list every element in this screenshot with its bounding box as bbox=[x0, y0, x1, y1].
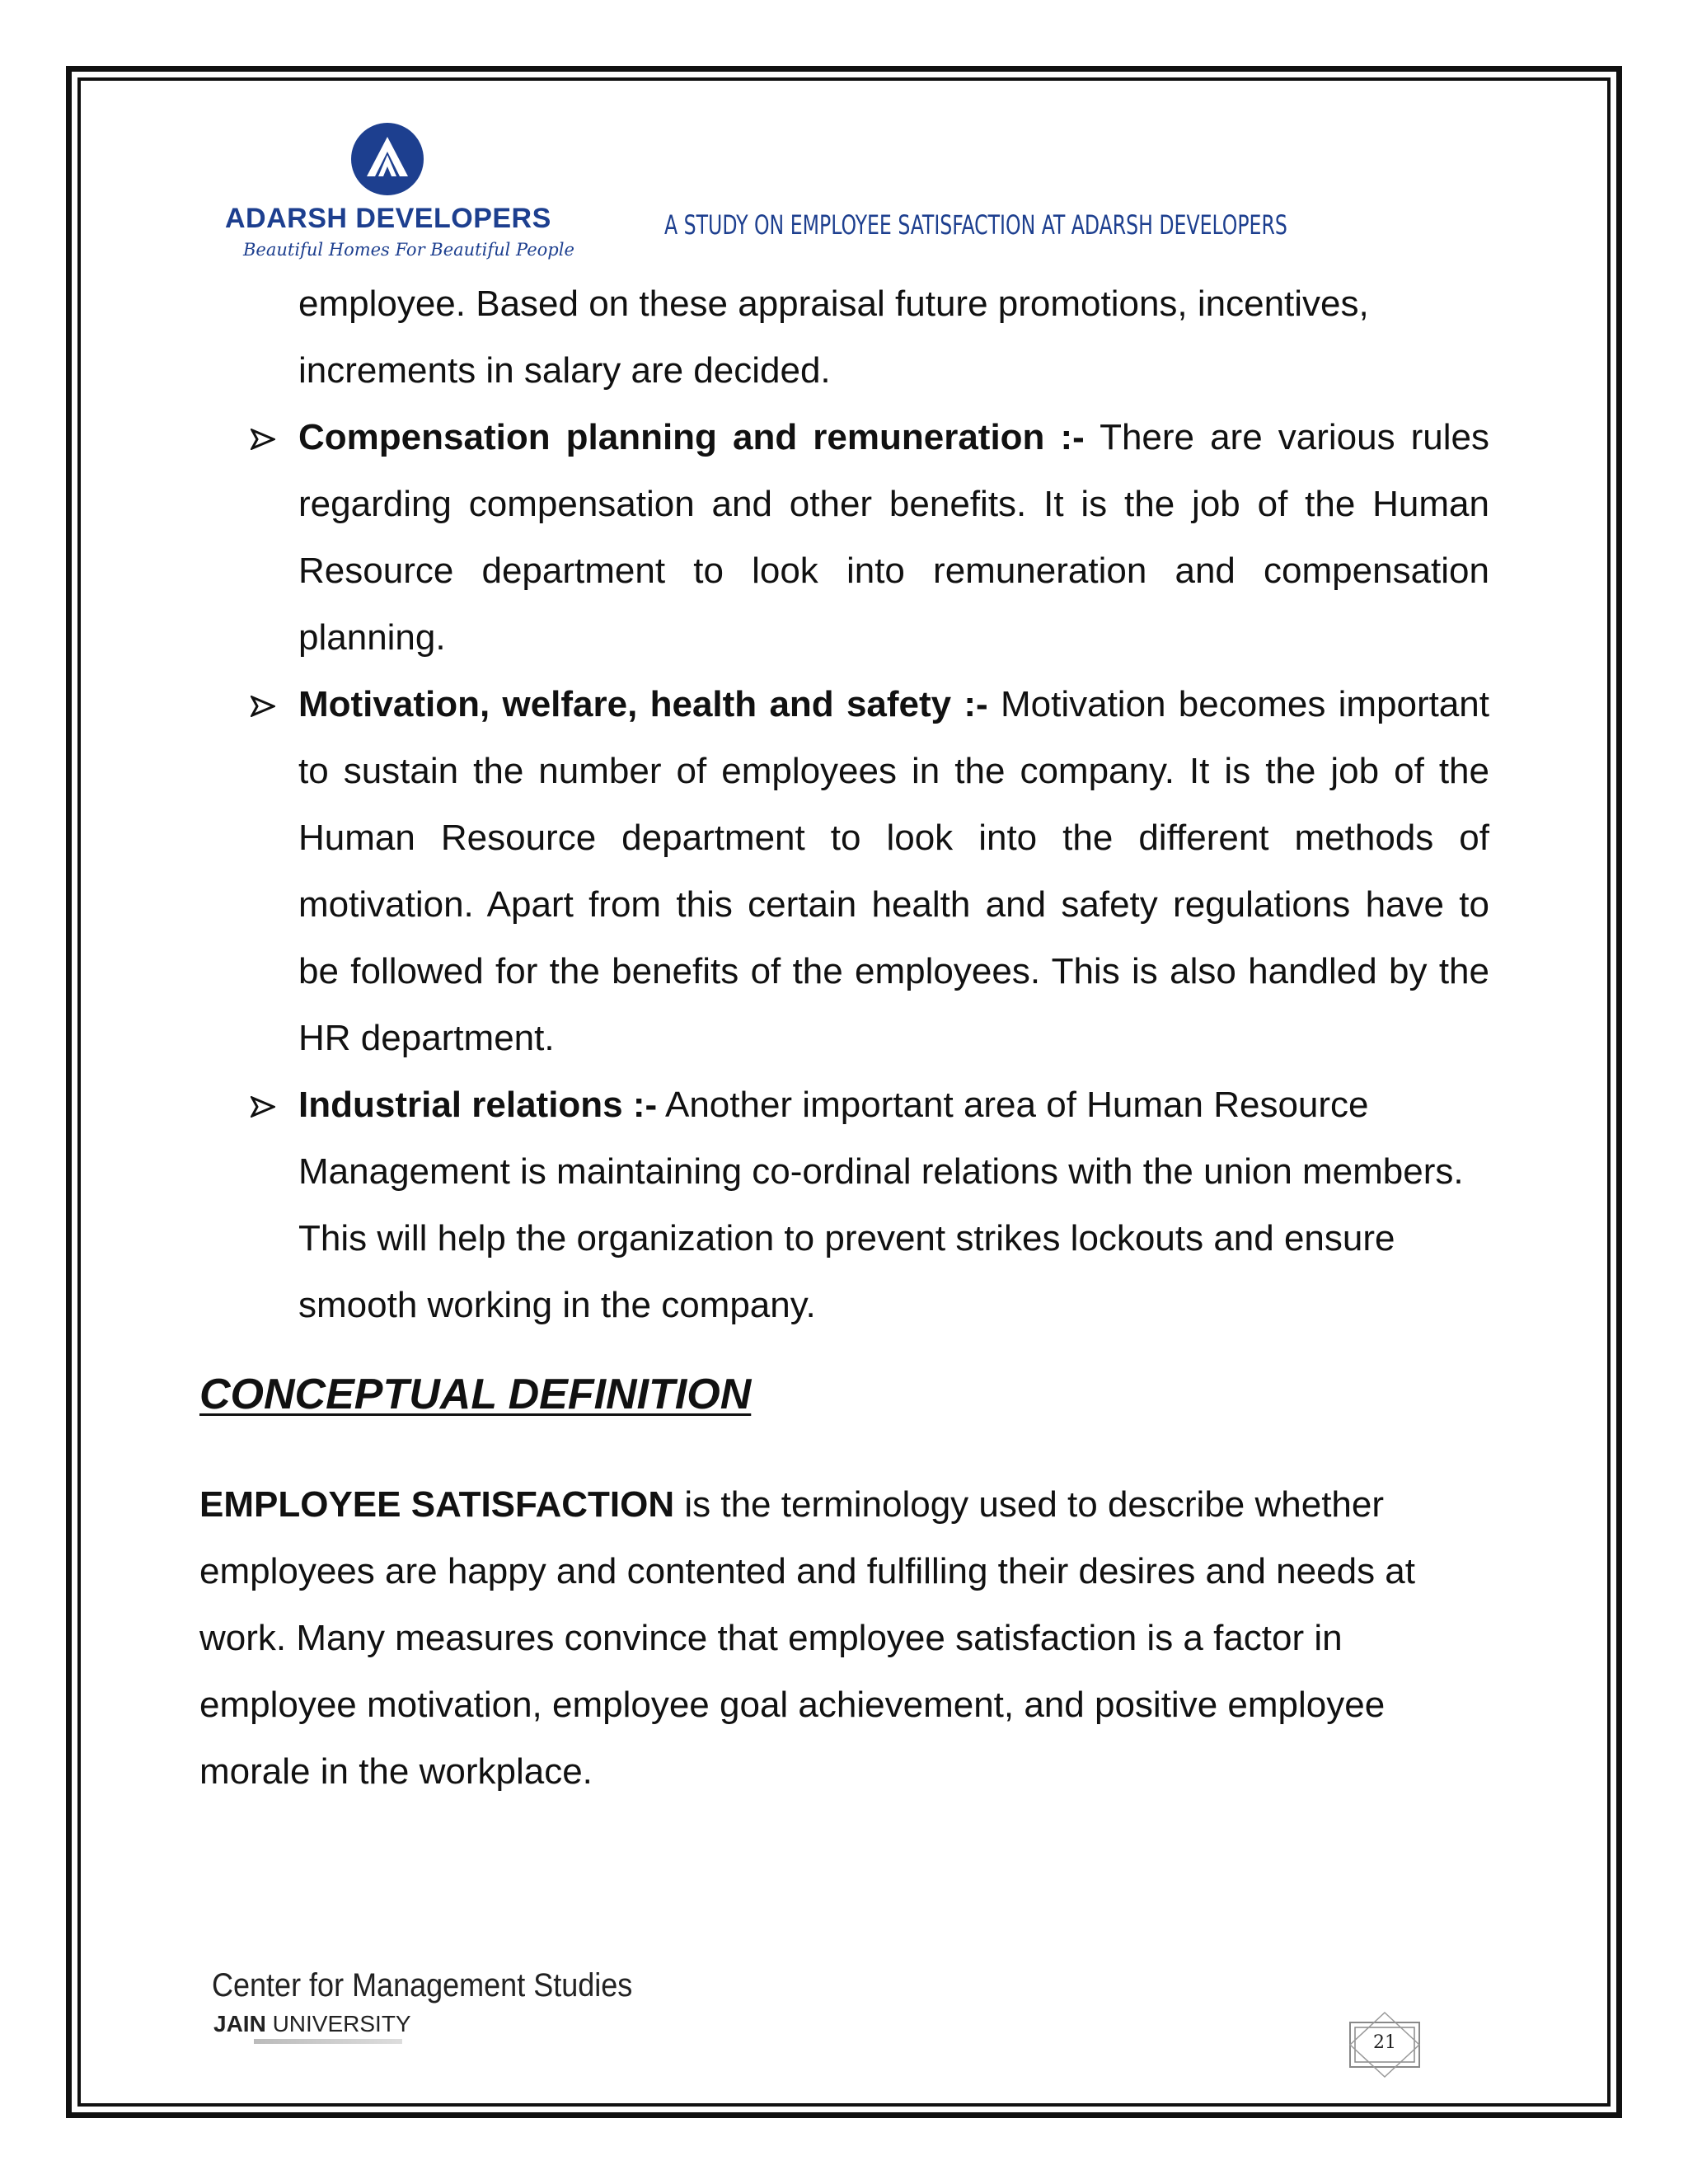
continued-line-2: increments in salary are decided. bbox=[298, 350, 831, 391]
bullet-term: Compensation planning and remuneration :- bbox=[298, 417, 1085, 457]
bullet-text: Motivation becomes important to sustain the number of employees in the company. It is the job of the Human Resource department to look into the different methods of motivation. Apart from this certain health and safety regulations have to be followed for the benefits of the employees. This is also handled by the HR department. bbox=[298, 684, 1489, 1058]
continued-text bbox=[199, 270, 1489, 404]
bullet-item-compensation bbox=[199, 404, 1489, 671]
bullet-item-industrial-relations bbox=[199, 1071, 1489, 1338]
arrow-bullet-icon bbox=[251, 1096, 275, 1118]
continued-line-1: employee. Based on these appraisal future promotions, incentives, bbox=[298, 284, 1369, 324]
bullet-term: Motivation, welfare, health and safety :- bbox=[298, 684, 988, 724]
footer-center-name: Center for Management Studies bbox=[212, 1967, 633, 2004]
definition-term: EMPLOYEE SATISFACTION bbox=[199, 1484, 675, 1525]
section-heading: CONCEPTUAL DEFINITION bbox=[199, 1371, 752, 1418]
arrow-bullet-icon bbox=[251, 696, 275, 717]
document-header-title: A STUDY ON EMPLOYEE SATISFACTION AT ADARSH DEVELOPERS bbox=[664, 209, 1287, 241]
page-content bbox=[199, 270, 1489, 1805]
definition-text: is the terminology used to describe whether employees are happy and contented and fulfilling their desires and needs at work. Many measures convince that employee satisfaction is a factor in employee motivation, employee goal achievement, and positive employee morale in the workplace. bbox=[199, 1484, 1415, 1792]
logo-company-name: ADARSH DEVELOPERS bbox=[225, 203, 551, 234]
footer-univ-bold: JAIN bbox=[213, 2011, 266, 2036]
bullet-text: Another important area of Human Resource Management is maintaining co-ordinal relations with the union members. This will help the organization to prevent strikes lockouts and ensure smooth working in the company. bbox=[298, 1085, 1464, 1325]
page-number: 21 bbox=[1373, 2032, 1396, 2053]
footer-university bbox=[213, 2011, 411, 2037]
footer-fine-print-line bbox=[254, 2039, 402, 2044]
logo-tagline: Beautiful Homes For Beautiful People bbox=[243, 240, 574, 260]
definition-paragraph bbox=[199, 1471, 1489, 1805]
bullet-text: There are various rules regarding compensation and other benefits. It is the job of the Human Resource department to look into remuneration and compensation planning. bbox=[298, 417, 1489, 658]
arrow-bullet-icon bbox=[251, 429, 275, 450]
bullet-term: Industrial relations :- bbox=[298, 1085, 658, 1125]
adarsh-logo-icon bbox=[350, 122, 424, 196]
bullet-item-motivation bbox=[199, 671, 1489, 1071]
footer-univ-rest: UNIVERSITY bbox=[265, 2011, 411, 2036]
